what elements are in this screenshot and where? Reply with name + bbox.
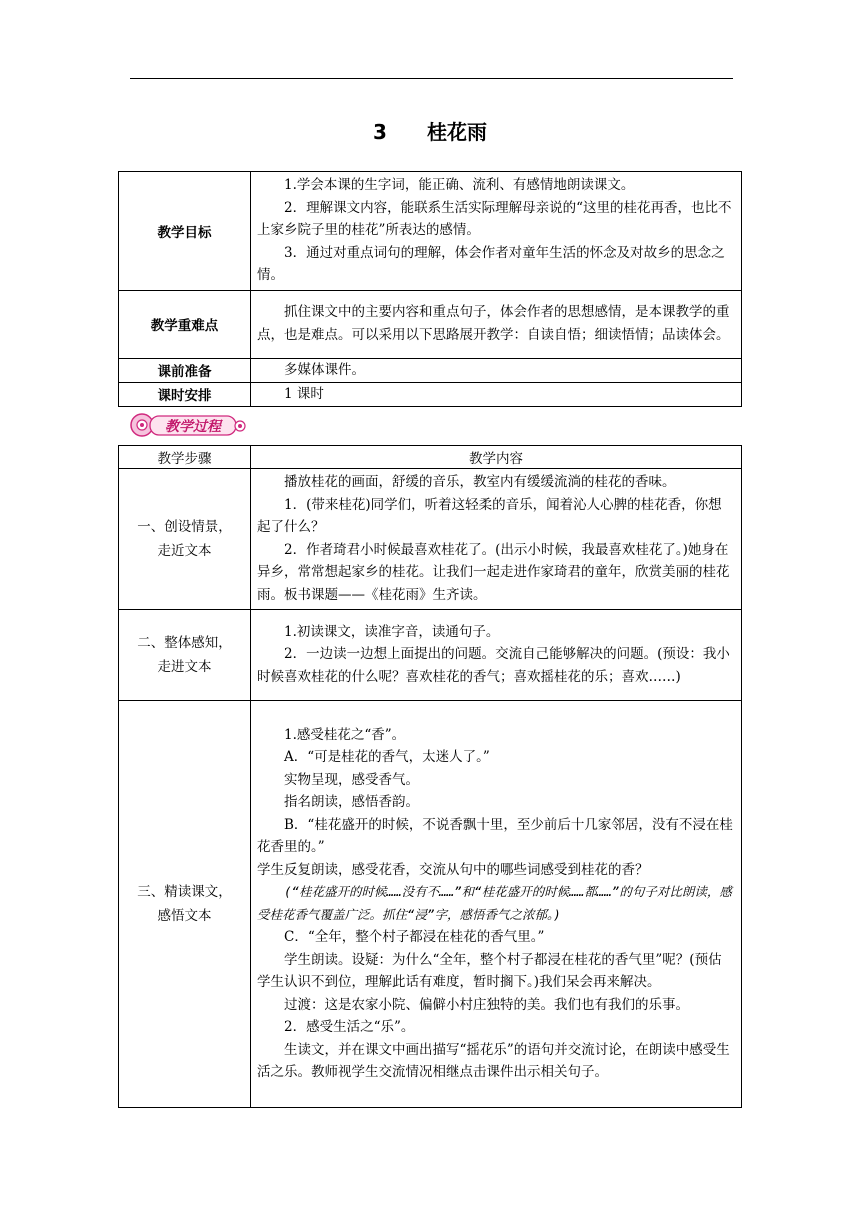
row-content	[251, 358, 742, 382]
text-line: 生读文，并在课文中画出描写“摇花乐”的语句并交流讨论，在朗读中感受生活之乐。教师视学生交流情况相继点击课件出示相关句子。	[257, 1041, 730, 1080]
lesson-title	[0, 116, 860, 145]
table-row	[119, 358, 742, 382]
row-content	[251, 290, 742, 358]
text-line: 过渡：这是农家小院、偏僻小村庄独特的美。我们也有我们的乐事。	[284, 996, 689, 1013]
table-row	[119, 610, 742, 701]
step-content	[251, 701, 742, 1108]
text-line: 学生朗读。设疑：为什么“全年，整个村子都浸在桂花的香气里”呢？(预估学生认识不到位，理解此话有难度，暂时搁下。)我们呆会再来解决。	[257, 951, 722, 990]
step-label-line: 走近文本	[157, 543, 212, 559]
step-label-line: 一、创设情景，	[137, 519, 232, 535]
table-row	[119, 290, 742, 358]
process-table	[118, 445, 742, 1108]
text-line: C．“全年，整个村子都浸在桂花的香气里。”	[284, 929, 545, 945]
text-line: 1.初读课文，读准字音，读通句子。	[284, 623, 500, 640]
step-label-line: 感悟文本	[157, 908, 212, 924]
text-line: (“桂花盛开的时候……没有不……”和“桂花盛开的时候……都……”的句子对比朗读，感受桂花香气覆盖广泛。抓住“浸”字，感悟香气之浓郁。)	[257, 884, 732, 922]
row-label: 教学目标	[119, 172, 251, 291]
text-line: 1.感受桂花之“香”。	[284, 726, 406, 743]
lesson-number: 3	[373, 120, 387, 144]
row-label: 课前准备	[119, 358, 251, 382]
star-ornament-icon	[235, 421, 245, 431]
text-line: 2．一边读一边想上面提出的问题。交流自己能够解决的问题。(预设：我小时候喜欢桂花的什么呢？喜欢桂花的香气；喜欢摇桂花的乐；喜欢……)	[257, 646, 730, 685]
text-line: 实物呈现，感受香气。	[284, 771, 419, 788]
teaching-process-badge	[126, 407, 250, 441]
text-line: 1.学会本课的生字词，能正确、流利、有感情地朗读课文。	[284, 177, 635, 193]
lesson-name: 桂花雨	[426, 120, 487, 144]
header-rule	[130, 78, 733, 79]
text-line: 指名朗读，感悟香韵。	[284, 794, 419, 810]
text-line: 3．通过对重点词句的理解，体会作者对童年生活的怀念及对故乡的思念之情。	[257, 244, 725, 283]
step-label	[119, 701, 251, 1108]
text-line: 1 课时	[284, 385, 324, 402]
text-line: B．“桂花盛开的时候，不说香飘十里，至少前后十几家邻居，没有不浸在桂花香里的。”	[257, 816, 733, 855]
text-line: 1．(带来桂花)同学们，听着这轻柔的音乐，闻着沁人心脾的桂花香，你想起了什么？	[257, 496, 722, 535]
overview-table	[118, 171, 742, 407]
text-line: A．“可是桂花的香气，太迷人了。”	[284, 749, 490, 765]
text-line: 2．感受生活之“乐”。	[284, 1019, 415, 1035]
step-label-line: 走进文本	[157, 659, 212, 675]
step-label	[119, 610, 251, 701]
step-content	[251, 610, 742, 701]
column-header-step: 教学步骤	[119, 446, 251, 469]
row-content	[251, 382, 742, 406]
table-row	[119, 172, 742, 291]
text-line: 学生反复朗读，感受花香，交流从句中的哪些词感受到桂花的香？	[257, 861, 649, 878]
step-label	[119, 469, 251, 610]
row-label: 教学重难点	[119, 290, 251, 358]
text-line: 2．理解课文内容，能联系生活实际理解母亲说的“这里的桂花再香，也比不上家乡院子里的桂花”所表达的感情。	[257, 199, 732, 238]
text-line: 多媒体课件。	[284, 361, 365, 378]
step-content	[251, 469, 742, 610]
table-header-row	[119, 446, 742, 469]
step-label-line: 三、精读课文，	[137, 884, 232, 900]
step-label-line: 二、整体感知，	[137, 635, 232, 651]
text-line: 抓住课文中的主要内容和重点句子，体会作者的思想感情，是本课教学的重点，也是难点。可以采用以下思路展开教学：自读自悟；细读悟情；品读体会。	[257, 304, 730, 343]
text-line: 2．作者琦君小时候最喜欢桂花了。(出示小时候，我最喜欢桂花了。)她身在异乡，常常想起家乡的桂花。让我们一起走进作家琦君的童年，欣赏美丽的桂花雨。板书课题——《桂花雨》生齐读。	[257, 541, 730, 603]
column-header-content: 教学内容	[251, 446, 742, 469]
table-row	[119, 701, 742, 1108]
text-line: 播放桂花的画面，舒缓的音乐，教室内有缓缓流淌的桂花的香味。	[284, 474, 676, 490]
row-content	[251, 172, 742, 291]
badge-label: 教学过程	[165, 419, 221, 435]
row-label: 课时安排	[119, 382, 251, 406]
table-row	[119, 382, 742, 406]
table-row	[119, 469, 742, 610]
